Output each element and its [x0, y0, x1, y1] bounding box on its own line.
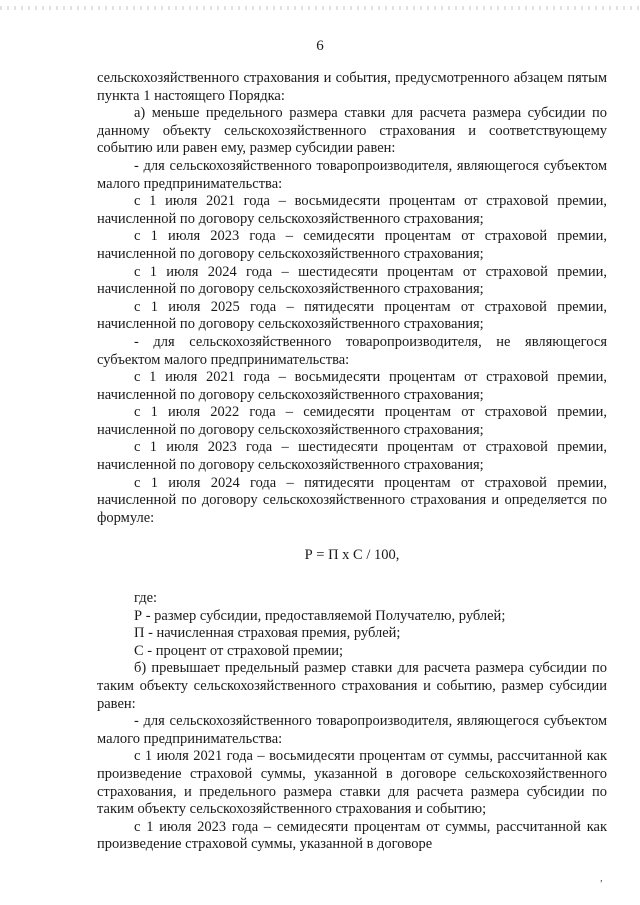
document-paragraph: - для сельскохозяйственного товаропроизводителя, являющегося субъектом малого предпринимательства:	[97, 157, 607, 192]
document-paragraph: С - процент от страховой премии;	[134, 642, 344, 659]
document-paragraph: с 1 июля 2025 года – пятидесяти процентам от страховой премии, начисленной по договору сельскохозяйственного страхования;	[97, 298, 607, 333]
document-paragraph: с 1 июля 2021 года – восьмидесяти процентам от страховой премии, начисленной по договору сельскохозяйственного страхования;	[97, 369, 607, 403]
paragraphs-before-formula	[97, 70, 607, 527]
paragraphs-after-formula	[97, 590, 607, 854]
scan-border-artifact	[0, 6, 640, 10]
document-paragraph: с 1 июля 2023 года – семидесяти процентам от суммы, рассчитанной как произведение страховой суммы, указанной в договоре	[97, 818, 607, 853]
document-paragraph: с 1 июля 2021 года – восьмидесяти процентам от суммы, рассчитанной как произведение страховой суммы, указанной в договоре сельскохозяйственного страхования, и предельного размера ставки для расчета размера субсидии по таким объекту сельскохозяйственного страхования и событию;	[97, 748, 607, 818]
document-paragraph: Р - размер субсидии, предоставляемой Получателю, рублей;	[134, 607, 506, 624]
document-body	[97, 70, 607, 854]
document-paragraph: с 1 июля 2021 года – восьмидесяти процентам от страховой премии, начисленной по договору сельскохозяйственного страхования;	[97, 193, 607, 227]
subsidy-formula: Р = П х С / 100,	[304, 547, 400, 564]
document-paragraph: - для сельскохозяйственного товаропроизводителя, не являющегося субъектом малого предпринимательства:	[97, 333, 607, 368]
document-paragraph: с 1 июля 2024 года – пятидесяти процентам от страховой премии, начисленной по договору сельскохозяйственного страхования и определяется по формуле:	[97, 474, 607, 526]
document-paragraph: где:	[134, 590, 158, 607]
scan-speck: ,	[600, 872, 603, 884]
document-paragraph: с 1 июля 2023 года – семидесяти процентам от страховой премии, начисленной по договору сельскохозяйственного страхования;	[97, 228, 607, 262]
document-paragraph: П - начисленная страховая премия, рублей;	[134, 625, 401, 642]
document-paragraph: с 1 июля 2024 года – шестидесяти процентам от страховой премии, начисленной по договору сельскохозяйственного страхования;	[97, 263, 607, 298]
document-paragraph: б) превышает предельный размер ставки для расчета размера субсидии по таким объекту сельскохозяйственного страхования и событию, размер субсидии равен:	[97, 660, 607, 712]
document-paragraph: с 1 июля 2023 года – шестидесяти процентам от страховой премии, начисленной по договору сельскохозяйственного страхования;	[97, 439, 607, 474]
page-number: 6	[316, 38, 324, 54]
document-paragraph: сельскохозяйственного страхования и события, предусмотренного абзацем пятым пункта 1 настоящего Порядка:	[97, 70, 607, 104]
document-paragraph: - для сельскохозяйственного товаропроизводителя, являющегося субъектом малого предпринимательства:	[97, 713, 607, 747]
document-paragraph: а) меньше предельного размера ставки для расчета размера субсидии по данному объекту сельскохозяйственного страхования и соответствующему событию или равен ему, размер субсидии равен:	[97, 105, 607, 157]
document-paragraph: с 1 июля 2022 года – семидесяти процентам от страховой премии, начисленной по договору сельскохозяйственного страхования;	[97, 404, 607, 438]
